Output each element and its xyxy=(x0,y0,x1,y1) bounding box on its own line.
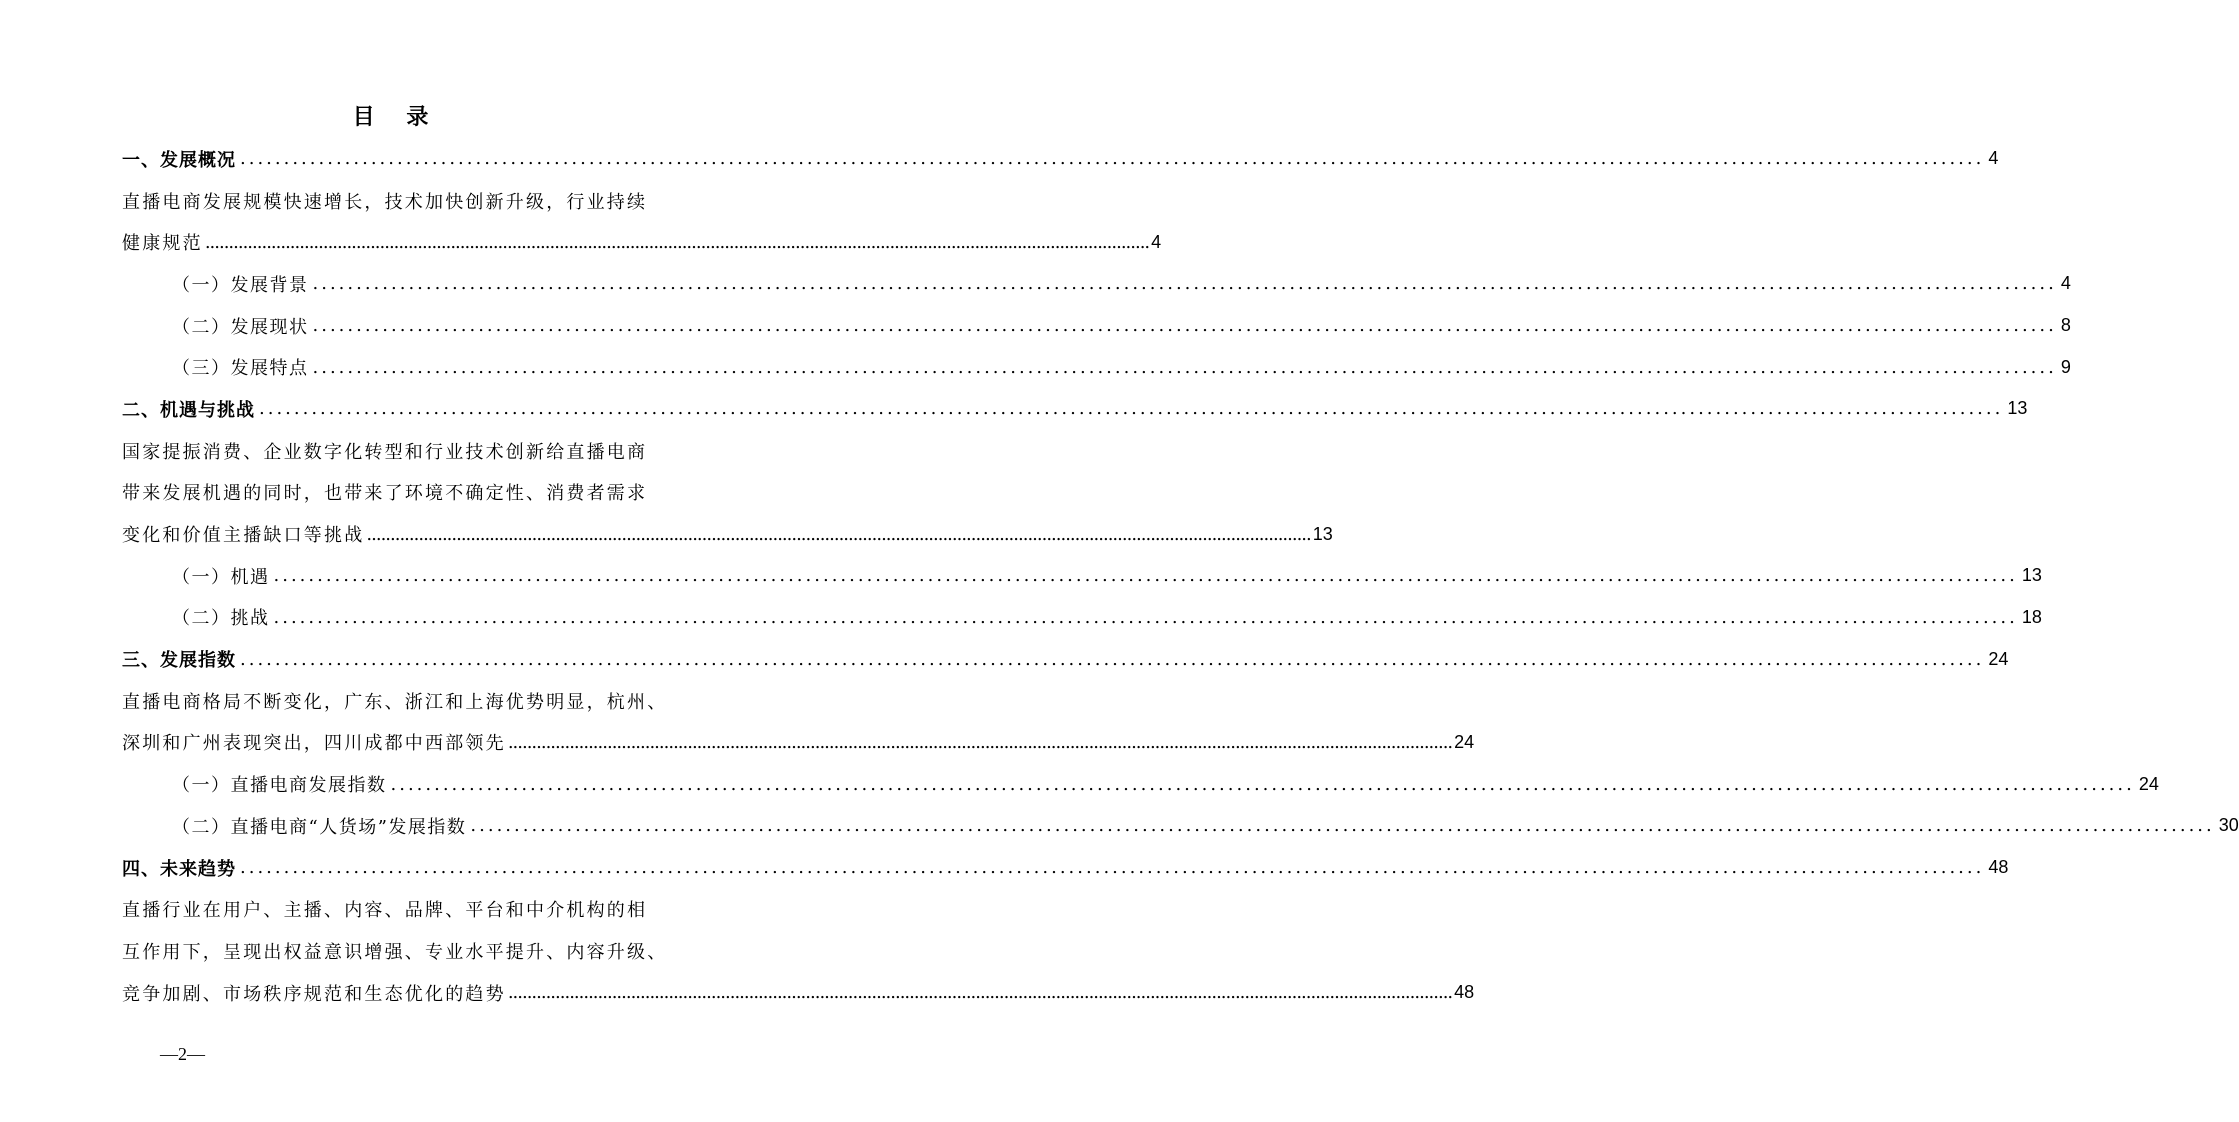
dot-leader: ........................................................................................................................................................................................................ xyxy=(240,857,1985,879)
toc-summary-line xyxy=(122,680,674,722)
toc-page-number: 24 xyxy=(2138,773,2159,794)
toc-page-number: 24 xyxy=(1988,648,2009,669)
toc-page-number: 8 xyxy=(2060,315,2071,336)
toc-page-number: 24 xyxy=(1454,731,1475,752)
toc-entry-text: 直播行业在用户、主播、内容、品牌、平台和中介机构的相 xyxy=(122,900,648,922)
toc-summary-line xyxy=(122,930,674,972)
toc-entry-text: 四、未来趋势 xyxy=(122,858,236,880)
toc-section-heading[interactable] xyxy=(122,138,1999,180)
toc-page-number: 18 xyxy=(2021,606,2042,627)
toc-summary-line[interactable] xyxy=(122,513,1333,555)
toc-entry-text: 深圳和广州表现突出，四川成都中西部领先 xyxy=(122,733,506,755)
dot-leader: ........................................................................................................................................................................................................ xyxy=(312,356,2057,378)
dot-leader: ........................................................................................................................................................................................................ xyxy=(240,648,1985,670)
toc-section-heading[interactable] xyxy=(122,388,2028,430)
toc-subsection[interactable] xyxy=(122,763,2159,805)
dot-leader: ........................................................................................................................................................................................................ xyxy=(390,773,2135,795)
toc-entry-text: 互作用下，呈现出权益意识增强、专业水平提升、内容升级、 xyxy=(122,941,668,963)
toc-entry-text: （三）发展特点 xyxy=(172,358,309,380)
toc-title: 目 录 xyxy=(352,105,441,130)
toc-subsection[interactable] xyxy=(122,346,2071,388)
toc-entry-text: （一）直播电商发展指数 xyxy=(172,775,387,797)
dot-leader: ........................................................................................................................................................................................................ xyxy=(366,523,1311,545)
toc-subsection[interactable] xyxy=(122,555,2042,597)
toc-page-number: 13 xyxy=(2021,565,2042,586)
toc-entry-text: （一）机遇 xyxy=(172,566,270,588)
page-number-footer: —2— xyxy=(160,1044,205,1064)
toc-entry-text: 二、机遇与挑战 xyxy=(122,399,255,421)
toc-entry-text: 三、发展指数 xyxy=(122,650,236,672)
toc-entry-text: 国家提振消费、企业数字化转型和行业技术创新给直播电商 xyxy=(122,441,648,463)
toc-entry-text: （二）直播电商“人货场”发展指数 xyxy=(172,816,467,838)
toc-summary-line xyxy=(122,888,674,930)
toc-subsection[interactable] xyxy=(122,805,2239,847)
toc-entry-text: （二）发展现状 xyxy=(172,316,309,338)
toc-summary-line[interactable] xyxy=(122,221,1162,263)
toc-entry-text: 竞争加剧、市场秩序规范和生态优化的趋势 xyxy=(122,983,506,1005)
toc-subsection[interactable] xyxy=(122,597,2042,639)
toc-page-number: 48 xyxy=(1454,982,1475,1003)
toc-entry-text: （二）挑战 xyxy=(172,608,270,630)
toc-section-heading[interactable] xyxy=(122,638,2009,680)
toc-page-number: 9 xyxy=(2060,356,2071,377)
dot-leader: ........................................................................................................................................................................................................ xyxy=(507,731,1453,753)
dot-leader: ........................................................................................................................................................................................................ xyxy=(240,148,1985,170)
toc-page-number: 30 xyxy=(2218,815,2239,836)
toc-page-number: 48 xyxy=(1988,857,2009,878)
toc-subsection[interactable] xyxy=(122,263,2071,305)
toc-page-number: 13 xyxy=(2007,398,2028,419)
toc-page-number: 4 xyxy=(2060,273,2071,294)
dot-leader: ........................................................................................................................................................................................................ xyxy=(204,231,1150,253)
dot-leader: ........................................................................................................................................................................................................ xyxy=(312,273,2057,295)
toc-entry-text: 一、发展概况 xyxy=(122,149,236,171)
dot-leader: ........................................................................................................................................................................................................ xyxy=(507,982,1453,1004)
toc-summary-line xyxy=(122,430,674,472)
toc-summary-line xyxy=(122,180,674,222)
toc-summary-line[interactable] xyxy=(122,722,1475,764)
table-of-contents xyxy=(122,138,2239,1013)
toc-summary-line xyxy=(122,472,674,514)
dot-leader: ........................................................................................................................................................................................................ xyxy=(470,815,2215,837)
toc-section-heading[interactable] xyxy=(122,847,2009,889)
toc-page-number: 13 xyxy=(1312,523,1333,544)
toc-page-number: 4 xyxy=(1151,231,1162,252)
toc-entry-text: 健康规范 xyxy=(122,233,203,255)
toc-entry-text: （一）发展背景 xyxy=(172,274,309,296)
toc-subsection[interactable] xyxy=(122,305,2071,347)
toc-entry-text: 直播电商格局不断变化，广东、浙江和上海优势明显，杭州、 xyxy=(122,691,668,713)
toc-entry-text: 直播电商发展规模快速增长，技术加快创新升级，行业持续 xyxy=(122,191,648,213)
toc-page-number: 4 xyxy=(1988,148,1999,169)
dot-leader: ........................................................................................................................................................................................................ xyxy=(312,315,2057,337)
dot-leader: ........................................................................................................................................................................................................ xyxy=(273,606,2018,628)
toc-summary-line[interactable] xyxy=(122,972,1475,1014)
dot-leader: ........................................................................................................................................................................................................ xyxy=(259,398,2004,420)
toc-entry-text: 变化和价值主播缺口等挑战 xyxy=(122,525,365,547)
toc-entry-text: 带来发展机遇的同时，也带来了环境不确定性、消费者需求 xyxy=(122,483,648,505)
dot-leader: ........................................................................................................................................................................................................ xyxy=(273,565,2018,587)
